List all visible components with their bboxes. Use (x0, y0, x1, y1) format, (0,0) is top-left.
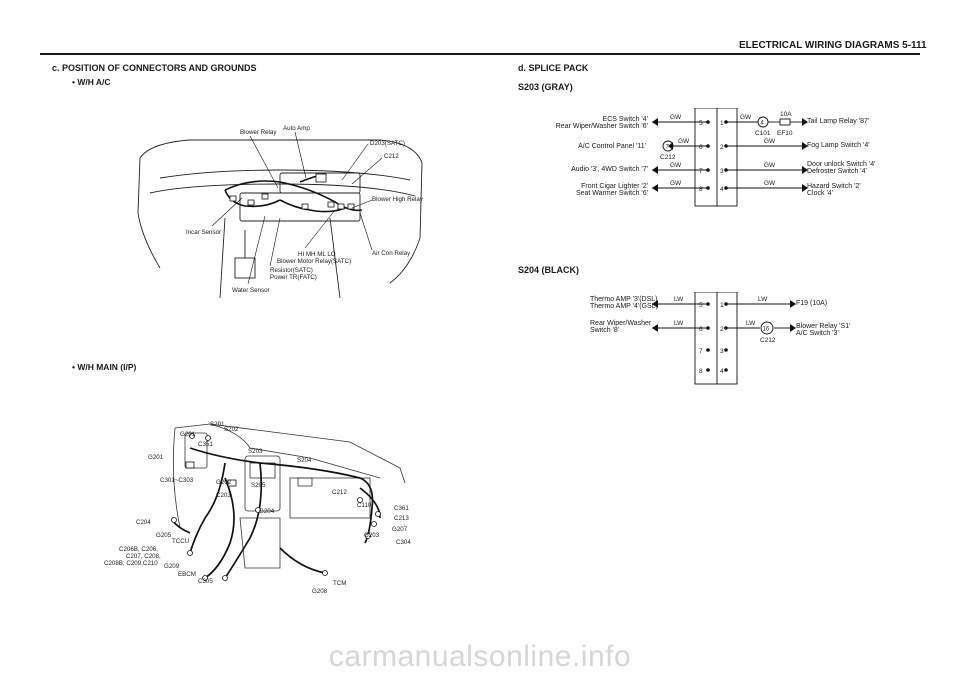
label-s201: S201 (210, 421, 225, 428)
label-speeds: HI MH ML LO (298, 251, 336, 258)
label-power-tr: Power TR(FATC) (270, 274, 317, 281)
s204-left-label-0-line1: Thermo AMP '3'(DSL) (590, 296, 658, 303)
s203-pin-right-0: 1 (720, 120, 724, 127)
s203-right-label-3 (807, 183, 861, 197)
label-c361: C361 (394, 505, 409, 512)
label-c212-ac: C212 (384, 153, 399, 160)
label-c203: C203 (216, 492, 231, 499)
watermark: carmanualsonline.info (328, 640, 632, 673)
label-incar-sensor: Incar Sensor (186, 229, 222, 236)
s204-wire-right-0: LW (758, 296, 768, 303)
label-c213: C213 (394, 515, 409, 522)
label-c305: C305 (198, 578, 213, 585)
label-c212-main: C212 (332, 489, 347, 496)
label-g204: G204 (259, 508, 275, 515)
label-g209: G209 (164, 563, 180, 570)
page-header: ELECTRICAL WIRING DIAGRAMS 5-111 (739, 40, 927, 51)
s203-right-label-1: Fog Lamp Switch '4' (807, 142, 870, 149)
s204-wire-right-1: LW (746, 320, 756, 327)
s203-left-label-3 (500, 183, 648, 197)
s203-pin-left-0: 5 (699, 120, 703, 127)
s203-left-label-0 (500, 116, 648, 130)
s203-left-label-0-line1: ECS Switch '4' (602, 116, 648, 123)
label-c204: C204 (136, 519, 151, 526)
s203-wire-right-2: GW (764, 162, 776, 169)
s203-pin-left-3: 8 (699, 186, 703, 193)
label-c351: C351 (198, 441, 213, 448)
s203-fuse (780, 119, 790, 125)
label-d203: D203(SATC) (370, 140, 405, 147)
s204-pin-left-2: 7 (699, 348, 703, 355)
bullet-wh-main-label: W/H MAIN (I/P) (77, 362, 137, 372)
label-g205: G205 (156, 532, 172, 539)
label-s204: S204 (297, 457, 312, 464)
s204-pin-right-1: 2 (720, 326, 724, 333)
label-s202: S202 (224, 426, 239, 433)
s204-left-label-1 (590, 320, 651, 334)
s204-title: S204 (BLACK) (518, 265, 580, 275)
s203-fuse-label: 10A (780, 111, 792, 118)
s203-pin-right-3: 4 (720, 186, 724, 193)
s204-right-label-1-line1: Blower Relay 'S1' (796, 323, 851, 330)
s203-left-label-3-line1: Front Cigar Lighter '2' (581, 183, 648, 190)
s204-pin-left-0: 5 (699, 302, 703, 309)
s203-wire-left-1: GW (678, 138, 690, 145)
s203-splice-diagram (640, 108, 830, 208)
s203-title: S203 (GRAY) (518, 82, 573, 92)
label-g207: G207 (392, 526, 408, 533)
label-c206-line1: C206B, C206, (119, 546, 158, 553)
label-c110: C110 (357, 502, 372, 509)
s203-wire-left-2: GW (670, 162, 682, 169)
label-c304: C304 (396, 539, 411, 546)
s203-c101-label: C101 (755, 130, 771, 137)
label-blower-motor-relay: Blower Motor Relay(SATC) (277, 258, 352, 265)
label-tcm: TCM (333, 580, 347, 587)
s204-pin-left-1: 6 (699, 326, 703, 333)
label-water-sensor: Water Sensor (232, 287, 270, 294)
s203-wire-left-3: GW (670, 180, 682, 187)
label-auto-amp: Auto Amp (283, 125, 310, 132)
s204-left-label-0-line2: Thermo AMP '4'(GSL) (590, 303, 658, 310)
label-g201: G201 (180, 431, 196, 438)
s204-wire-left-1: LW (674, 320, 684, 327)
s203-wire-left-0: GW (670, 114, 682, 121)
bullet-wh-ac: • W/H A/C (72, 77, 111, 87)
s204-c212-label: C212 (760, 337, 776, 344)
s203-right-label-2-line2: Defroster Switch '4' (807, 168, 867, 175)
label-blower-high-relay: Blower High Relay (372, 196, 423, 203)
s203-left-label-1: A/C Control Panel '11' (578, 143, 646, 150)
label-g203: G203 (364, 532, 380, 539)
s203-c212-pin: 7 (665, 144, 669, 151)
s204-wire-left-0: LW (674, 296, 684, 303)
s203-wire-right-3: GW (764, 180, 776, 187)
s203-left-label-3-line2: Seat Warmer Switch '6' (575, 190, 648, 197)
label-air-con-relay: Air Con Relay (372, 250, 411, 257)
label-s205: S205 (251, 482, 266, 489)
label-g202: G202 (216, 479, 232, 486)
label-c301-303: C301~C303 (160, 477, 194, 484)
s203-pin-right-1: 2 (720, 144, 724, 151)
s204-c212-pin: 16 (762, 326, 770, 333)
s204-left-label-0 (590, 296, 658, 310)
s204-right-label-1 (796, 323, 850, 337)
s203-right-label-0: Tail Lamp Relay '87' (807, 118, 870, 125)
label-tccu: TCCU (172, 538, 190, 545)
s204-pin-left-3: 8 (699, 368, 703, 375)
section-title-splice-pack: d. SPLICE PACK (518, 63, 589, 73)
s203-wire-right-0: GW (740, 114, 752, 121)
label-resistor: Resistor(SATC) (270, 267, 313, 274)
s204-pin-right-0: 1 (720, 302, 724, 309)
label-ebcm: EBCM (178, 571, 196, 578)
s203-left-label-0-line2: Rear Wiper/Washer Switch '6' (555, 123, 648, 130)
s203-ef10-label: EF10 (777, 130, 793, 137)
s203-left-label-2: Audio '3', 4WD Switch '7' (571, 166, 648, 173)
s203-wire-right-1: GW (764, 138, 776, 145)
s203-c212-label: C212 (660, 154, 676, 161)
s203-right-label-3-line1: Hazard Switch '2' (807, 183, 861, 190)
s203-right-label-2 (807, 161, 875, 175)
s204-right-label-0: F19 (10A) (796, 300, 828, 307)
s204-left-label-1-line1: Rear Wiper/Washer (590, 320, 652, 327)
s203-pin-left-2: 7 (699, 168, 703, 175)
label-s203: S203 (248, 448, 263, 455)
label-g208: G208 (312, 588, 328, 595)
label-g201b: G201 (148, 454, 164, 461)
s203-pin-right-2: 3 (720, 168, 724, 175)
s203-pin-left-1: 6 (699, 144, 703, 151)
s204-left-label-1-line2: Switch '8' (590, 327, 620, 334)
label-blower-relay: Blower Relay (240, 129, 277, 136)
s203-right-label-3-line2: Clock '4' (807, 190, 834, 197)
header-rule (40, 53, 920, 55)
bullet-wh-ac-label: W/H A/C (77, 77, 111, 87)
label-c206-line3: C208B, C209,C210 (104, 560, 158, 567)
label-c206-line2: C207, C208, (126, 553, 161, 560)
s204-pin-right-3: 4 (720, 368, 724, 375)
s203-c101-pin: 4 (760, 120, 764, 127)
bullet-wh-main: • W/H MAIN (I/P) (72, 362, 137, 372)
s204-pin-right-2: 3 (720, 348, 724, 355)
s204-right-label-1-line2: A/C Switch '3' (796, 330, 839, 337)
section-title-connectors: c. POSITION OF CONNECTORS AND GROUNDS (52, 63, 257, 73)
s203-right-label-2-line1: Door unlock Switch '4' (807, 161, 876, 168)
